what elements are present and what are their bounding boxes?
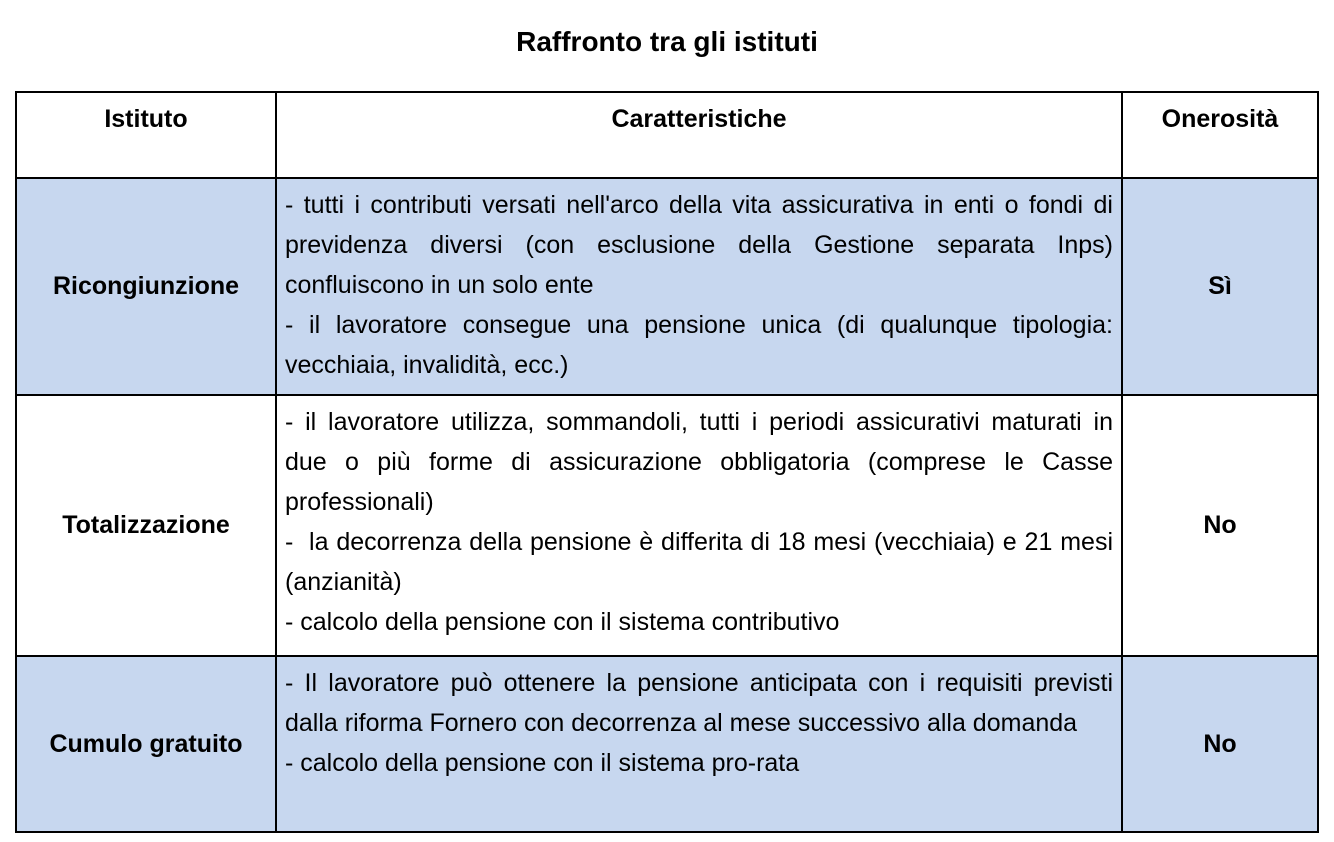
cell-caratteristiche: [276, 656, 1122, 832]
caratteristica-item: - calcolo della pensione con il sistema pro-rata: [285, 749, 800, 777]
table-row: [16, 178, 1318, 395]
table-header-row: [16, 92, 1318, 178]
comparison-table: [15, 91, 1319, 833]
cell-onerosita: Sì: [1122, 178, 1318, 395]
caratteristica-item: - il lavoratore consegue una pensione unica (di qualunque tipologia: vecchiaia, invalidità, ecc.): [285, 311, 1113, 379]
caratteristica-item: - Il lavoratore può ottenere la pensione anticipata con i requisiti previsti dalla riforma Fornero con decorrenza al mese successivo alla domanda: [285, 669, 1113, 737]
cell-caratteristiche: [276, 395, 1122, 656]
header-caratteristiche: Caratteristiche: [276, 92, 1122, 178]
cell-onerosita: No: [1122, 395, 1318, 656]
header-onerosita: Onerosità: [1122, 92, 1318, 178]
caratteristica-item: - calcolo della pensione con il sistema contributivo: [285, 608, 840, 636]
table-row: [16, 395, 1318, 656]
cell-istituto: Cumulo gratuito: [16, 656, 276, 832]
cell-onerosita: No: [1122, 656, 1318, 832]
table-row: [16, 656, 1318, 832]
caratteristica-item: - il lavoratore utilizza, sommandoli, tutti i periodi assicurativi maturati in due o più forme di assicurazione obbligatoria (comprese le Casse professionali): [285, 408, 1113, 516]
cell-istituto: Totalizzazione: [16, 395, 276, 656]
cell-caratteristiche: [276, 178, 1122, 395]
caratteristica-item: - tutti i contributi versati nell'arco della vita assicurativa in enti o fondi di previdenza diversi (con esclusione della Gestione separata Inps) confluiscono in un solo ente: [285, 191, 1113, 299]
caratteristica-item: - la decorrenza della pensione è differita di 18 mesi (vecchiaia) e 21 mesi (anzianità): [285, 528, 1120, 596]
header-istituto: Istituto: [16, 92, 276, 178]
page-title: Raffronto tra gli istituti: [516, 26, 818, 57]
cell-istituto: Ricongiunzione: [16, 178, 276, 395]
